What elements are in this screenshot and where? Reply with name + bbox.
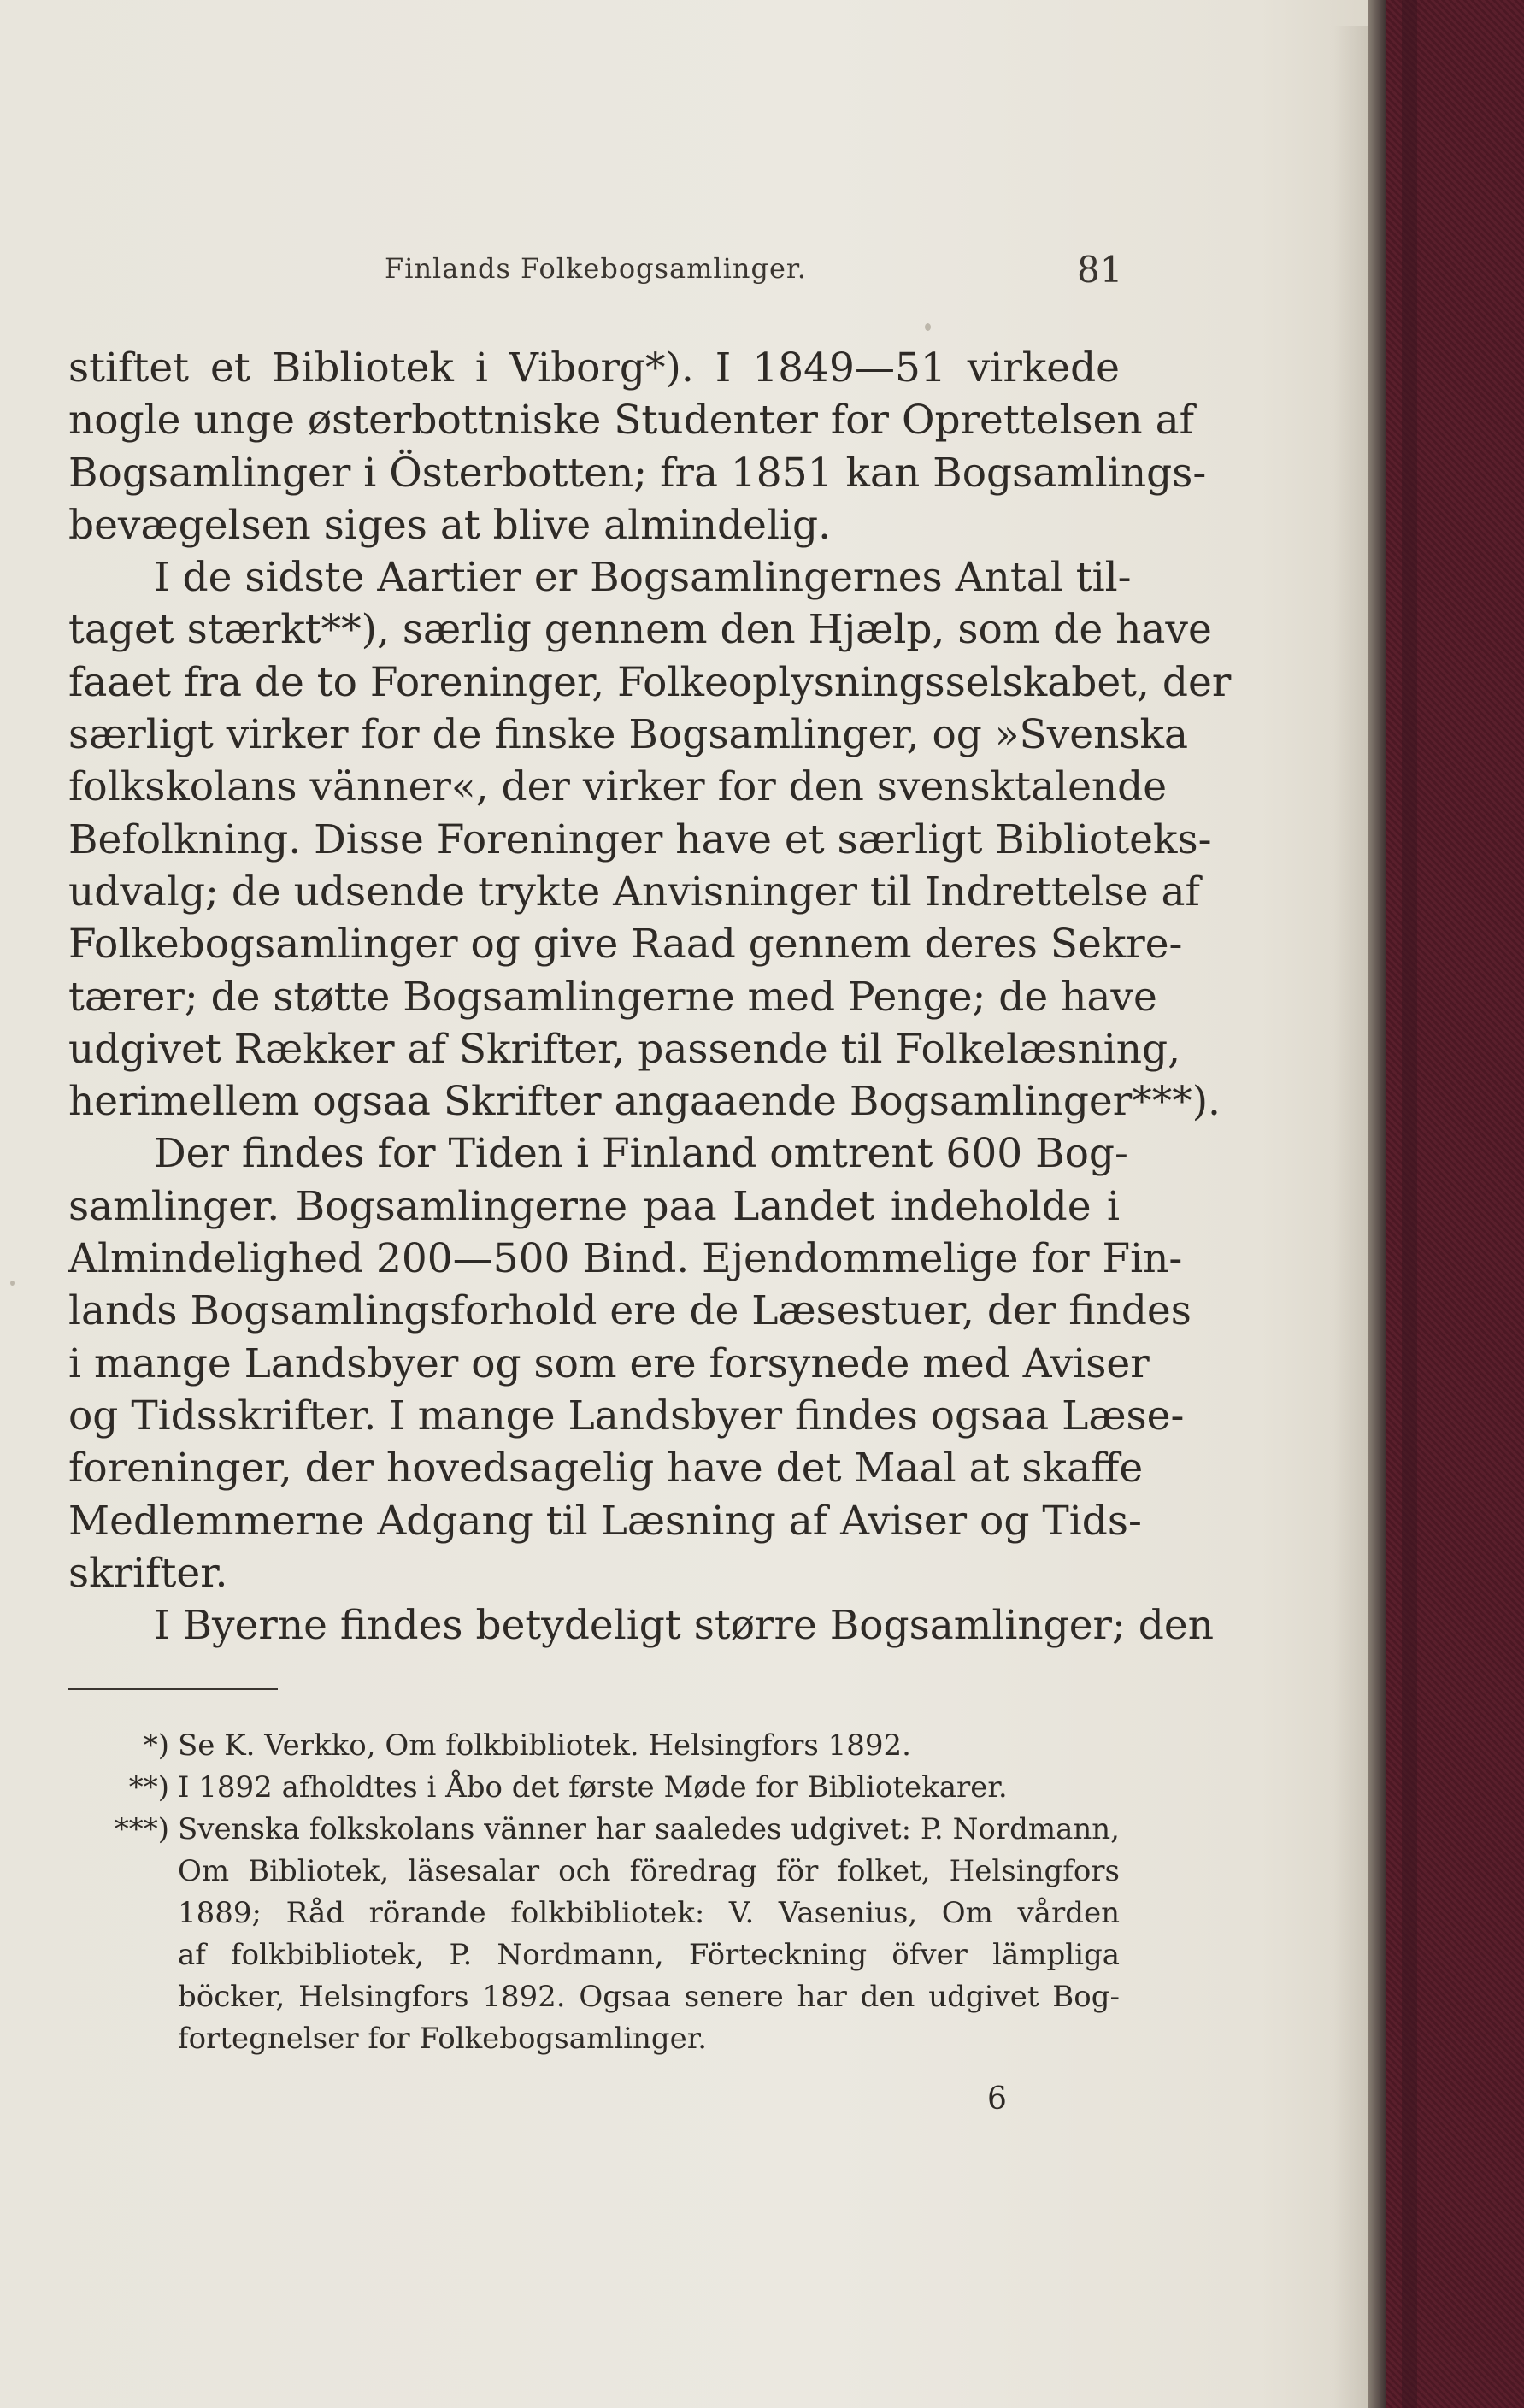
body-line: folkskolans vänner«, der virker for den svensktalende: [68, 763, 1168, 811]
footnote-line: Svenska folkskolans vänner har saaledes udgivet: P. Nordmann,: [178, 1812, 1120, 1846]
footnote-mark: **): [128, 1770, 169, 1805]
body-line: foreninger, der hovedsagelig have det Maal at skaffe: [68, 1445, 1144, 1492]
body-line: I de sidste Aartier er Bogsamlingernes Antal til-: [154, 554, 1132, 602]
body-line: Folkebogsamlinger og give Raad gennem deres Sekre-: [68, 921, 1183, 968]
page-number: 81: [1077, 249, 1123, 291]
paper-speck: [925, 323, 931, 331]
footnote-line: fortegnelser for Folkebogsamlinger.: [178, 2022, 708, 2056]
footnote-line: 1889; Råd rörande folkbibliotek: V. Vasenius, Om vården: [178, 1896, 1120, 1930]
running-head: [68, 249, 1123, 303]
body-line: Der findes for Tiden i Finland omtrent 600 Bog-: [154, 1130, 1128, 1178]
body-line: tærer; de støtte Bogsamlingerne med Penge; de have: [68, 973, 1157, 1021]
body-line: Befolkning. Disse Foreninger have et særligt Biblioteks-: [68, 815, 1212, 863]
paper-speck: [10, 1281, 15, 1286]
running-title: Finlands Folkebogsamlinger.: [385, 252, 807, 285]
footnote-1: [68, 1725, 1120, 1767]
footnote-3: [68, 1809, 1120, 2060]
body-text: [68, 342, 1232, 1651]
body-line: udvalg; de udsende trykte Anvisninger til Indrettelse af: [68, 868, 1200, 916]
body-line: udgivet Rækker af Skrifter, passende til Folkelæsning,: [68, 1025, 1181, 1073]
body-line: stiftet et Bibliotek i Viborg*). I 1849—51 virkede: [68, 344, 1120, 392]
body-line: og Tidsskrifter. I mange Landsbyer findes ogsaa Læse-: [68, 1392, 1185, 1440]
footnote-2: [68, 1767, 1120, 1809]
spine-band: [1402, 0, 1417, 2408]
footnote-rule: [68, 1688, 278, 1690]
page-edge-shadow: [1368, 0, 1386, 2408]
body-line: Bogsamlinger i Österbotten; fra 1851 kan Bogsamlings-: [68, 449, 1207, 497]
footnotes: [68, 1725, 1120, 2060]
signature-mark: 6: [987, 2081, 1007, 2117]
body-line: skrifter.: [68, 1549, 228, 1597]
body-line: nogle unge østerbottniske Studenter for Oprettelsen af: [68, 397, 1195, 445]
body-line: samlinger. Bogsamlingerne paa Landet indeholde i: [68, 1182, 1120, 1230]
body-line: Medlemmerne Adgang til Læsning af Aviser og Tids-: [68, 1497, 1142, 1545]
footnote-line: böcker, Helsingfors 1892. Ogsaa senere har den udgivet Bog-: [178, 1980, 1120, 2014]
body-line: Almindelighed 200—500 Bind. Ejendommelige for Fin-: [68, 1235, 1183, 1283]
body-line: lands Bogsamlingsforhold ere de Læsestuer, der findes: [68, 1287, 1192, 1335]
footnote-line: Se K. Verkko, Om folkbibliotek. Helsingfors 1892.: [178, 1728, 911, 1763]
body-line: særligt virker for de finske Bogsamlinger, og »Svenska: [68, 711, 1188, 759]
body-line: bevægelsen siges at blive almindelig.: [68, 501, 832, 549]
footnote-mark: ***): [114, 1812, 169, 1846]
footnote-line: af folkbibliotek, P. Nordmann, Förteckning öfver lämpliga: [178, 1938, 1120, 1972]
body-line: taget stærkt**), særlig gennem den Hjælp, som de have: [68, 606, 1212, 654]
footnote-mark: *): [143, 1728, 169, 1763]
body-line: faaet fra de to Foreninger, Folkeoplysningsselskabet, der: [68, 658, 1232, 706]
footnote-line: Om Bibliotek, läsesalar och föredrag för folket, Helsingfors: [178, 1854, 1120, 1888]
body-line: I Byerne findes betydeligt større Bogsamlinger; den: [154, 1602, 1214, 1650]
body-line: herimellem ogsaa Skrifter angaaende Bogsamlinger***).: [68, 1078, 1221, 1126]
footnote-line: I 1892 afholdtes i Åbo det første Møde for Bibliotekarer.: [178, 1770, 1008, 1805]
body-line: i mange Landsbyer og som ere forsynede med Aviser: [68, 1339, 1150, 1387]
